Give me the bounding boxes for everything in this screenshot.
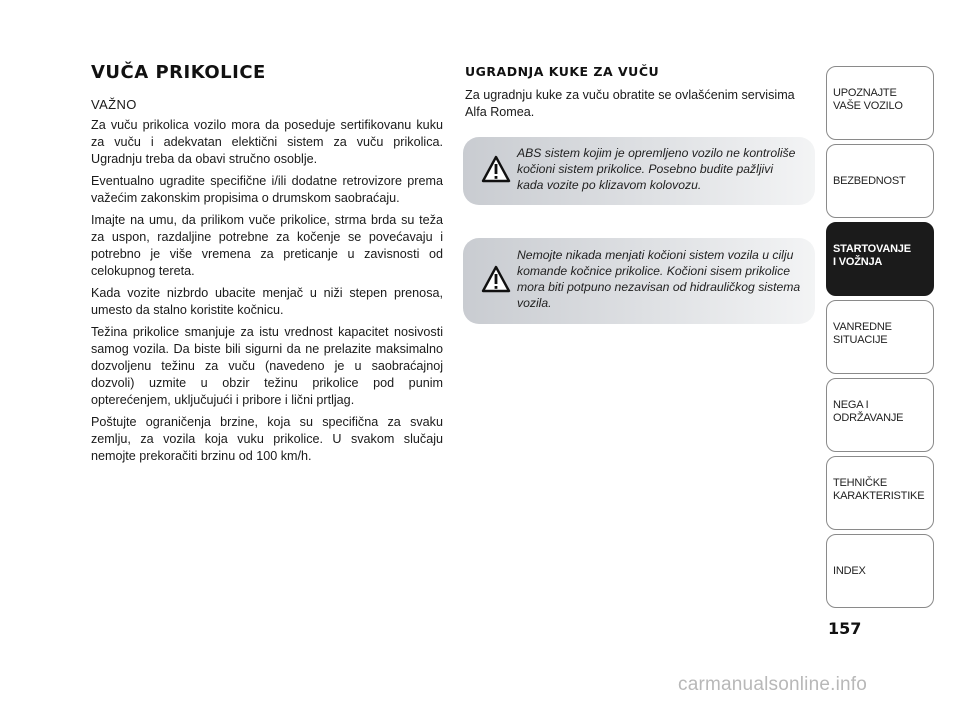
- paragraph: Imajte na umu, da prilikom vuče prikolice, strma brda su teža za uspon, razdaljine potrebne za kočenje se povećavaju i potrebno je više vremena za preticanje u zavisnosti od celokupnog tereta.: [91, 213, 443, 278]
- tab-tehnicke[interactable]: TEHNIČKE KARAKTERISTIKE: [826, 456, 934, 530]
- left-column: [91, 58, 443, 470]
- warning-box: [463, 137, 815, 205]
- tab-vanredne[interactable]: VANREDNE SITUACIJE: [826, 300, 934, 374]
- warning-box: [463, 238, 815, 324]
- section-title: VUČA PRIKOLICE: [91, 62, 266, 83]
- tab-bezbednost[interactable]: BEZBEDNOST: [826, 144, 934, 218]
- paragraph: Poštujte ograničenja brzine, koja su specifična za svaku zemlju, za vozila koja vuku prikolice. U svakom slučaju nemojte prekoračiti brzinu od 100 km/h.: [91, 415, 443, 463]
- paragraph: Eventualno ugradite specifične i/ili dodatne retrovizore prema važećim zakonskim propisima o drumskom saobraćaju.: [91, 174, 443, 205]
- tab-index[interactable]: INDEX: [826, 534, 934, 608]
- warning-triangle-icon: [481, 265, 511, 293]
- important-label: VAŽNO: [91, 97, 137, 112]
- tab-upoznajte[interactable]: UPOZNAJTE VAŠE VOZILO: [826, 66, 934, 140]
- warning-text: Nemojte nikada menjati kočioni sistem vozila u cilju komande kočnice prikolice. Kočioni sisem prikolice mora biti potpuno nezavisan od hidrauličkog sistema vozila.: [517, 248, 801, 310]
- subsection-title: UGRADNJA KUKE ZA VUČU: [465, 64, 660, 79]
- paragraph: Za vuču prikolica vozilo mora da poseduje sertifikovanu kuku za vuču i adekvatan elektični sistem za vuču prikolica. Ugradnju treba da obavi stručno osoblje.: [91, 118, 443, 166]
- right-column: [465, 58, 815, 126]
- warning-text: ABS sistem kojim je opremljeno vozilo ne kontroliše kočioni sistem prikolice. Posebno budite pažljivi kada vozite po klizavom kolovozu.: [517, 146, 796, 192]
- paragraph: Kada vozite nizbrdo ubacite menjač u niži stepen prenosa, umesto da stalno koristite kočnicu.: [91, 286, 443, 317]
- page-number: 157: [828, 619, 862, 638]
- paragraph: Težina prikolice smanjuje za istu vrednost kapacitet nosivosti samog vozila. Da biste bili sigurni da ne prelazite maksimalno dozvoljenu težinu za vuču (navedeno je u saobraćajnoj dozvoli) uzmite u obzir težinu prikolice pod punim opterećenjem, uključujući i pribore i lični prtljag.: [91, 325, 443, 407]
- tab-startovanje[interactable]: STARTOVANJE I VOŽNJA: [826, 222, 934, 296]
- intro-paragraph: Za ugradnju kuke za vuču obratite se ovlašćenim servisima Alfa Romea.: [465, 88, 795, 119]
- tab-nega[interactable]: NEGA I ODRŽAVANJE: [826, 378, 934, 452]
- warning-triangle-icon: [481, 155, 511, 183]
- watermark: carmanualsonline.info: [678, 674, 868, 695]
